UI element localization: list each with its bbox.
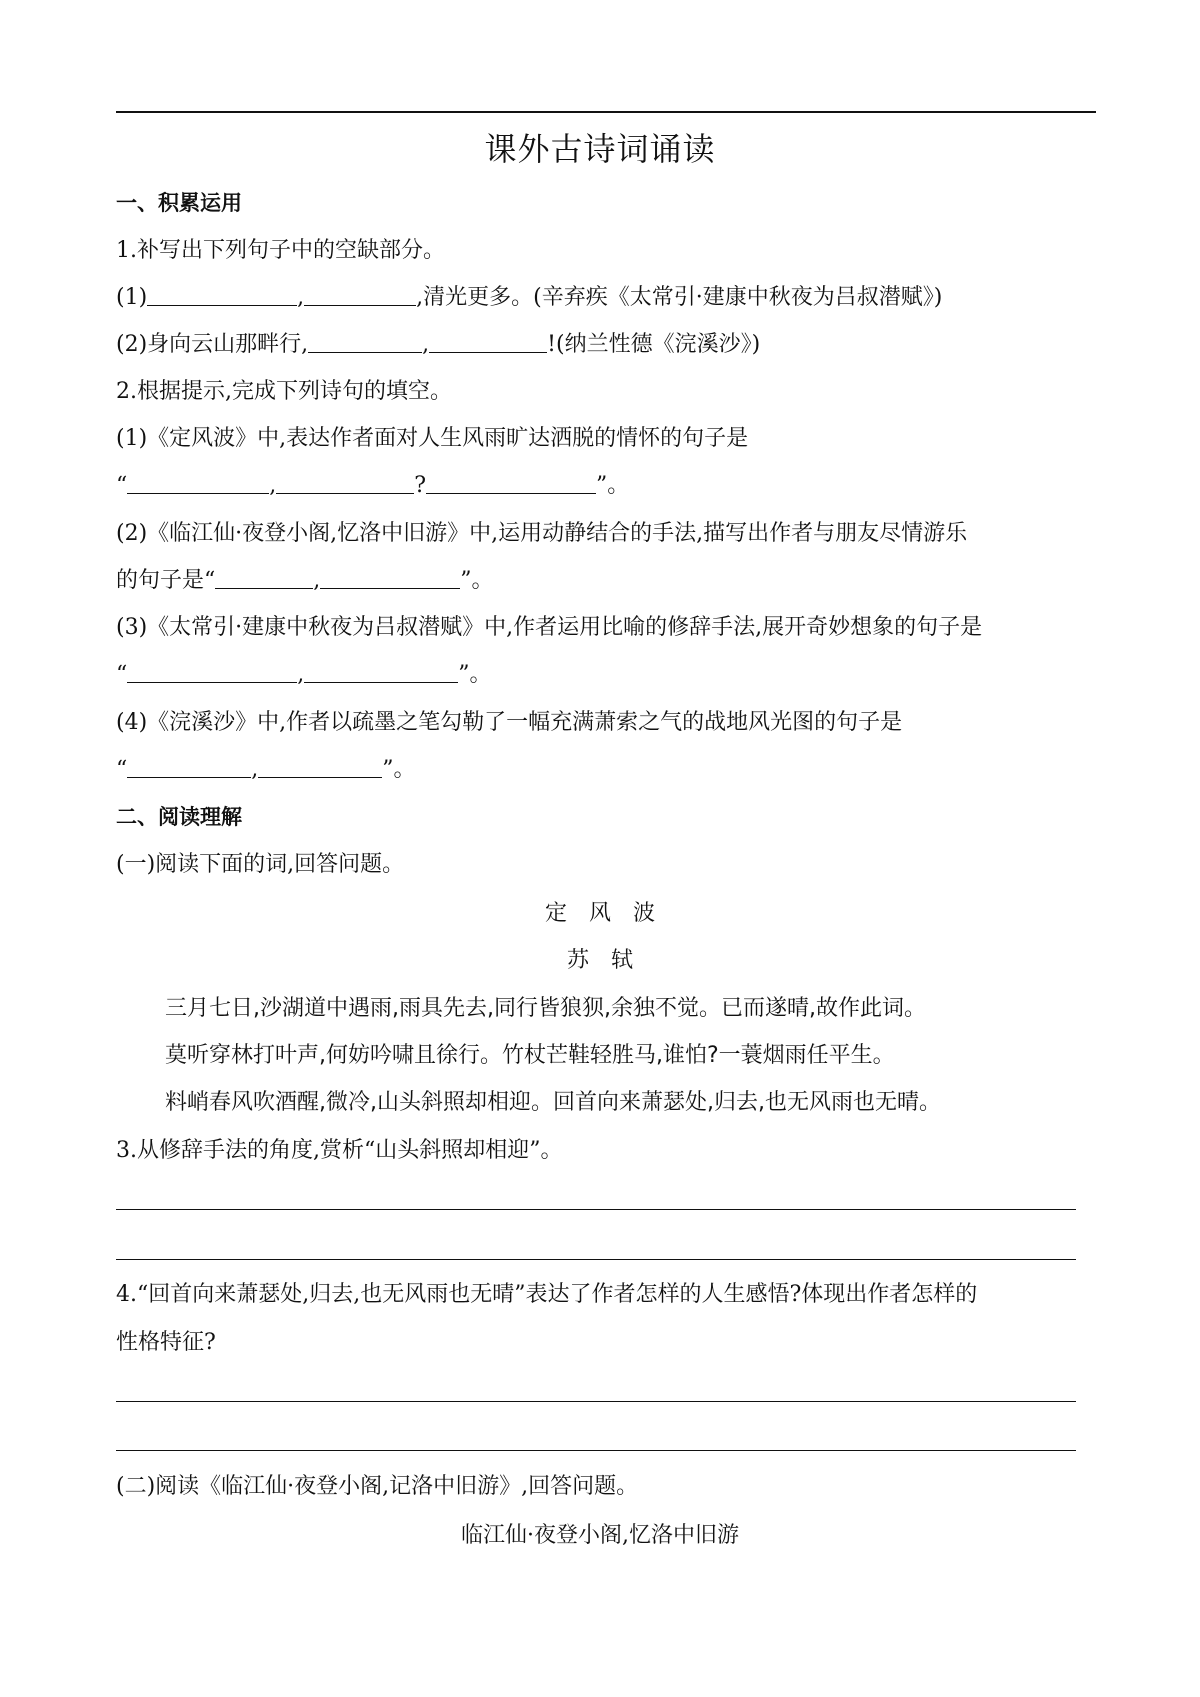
question-2-item-1-answer: “ , ? ”。: [116, 473, 630, 498]
poem-line-2: 料峭春风吹酒醒,微冷,山头斜照却相迎。回首向来萧瑟处,归去,也无风雨也无晴。: [165, 1090, 941, 1115]
question-4-line-2: 性格特征?: [116, 1330, 216, 1355]
question-1-stem: 1.补写出下列句子中的空缺部分。: [116, 238, 445, 263]
answer-blank[interactable]: [258, 755, 382, 778]
reading-part-2-intro: (二)阅读《临江仙·夜登小阁,记洛中旧游》,回答问题。: [116, 1474, 639, 1499]
question-2-item-4-answer: “ , ”。: [116, 757, 416, 782]
answer-blank[interactable]: [320, 566, 460, 589]
answer-blank[interactable]: [426, 471, 596, 494]
question-2-item-2: (2)《临江仙·夜登小阁,忆洛中旧游》中,运用动静结合的手法,描写出作者与朋友尽情游乐: [116, 521, 968, 546]
section-heading-reading: 二、阅读理解: [116, 805, 242, 829]
question-2-item-4: (4)《浣溪沙》中,作者以疏墨之笔勾勒了一幅充满萧索之气的战地风光图的句子是: [116, 710, 903, 735]
question-2-item-1: (1)《定风波》中,表达作者面对人生风雨旷达洒脱的情怀的句子是: [116, 426, 749, 451]
poem-author: 苏轼: [566, 948, 655, 973]
poem-title: 定风波: [544, 901, 677, 926]
answer-blank[interactable]: [304, 283, 416, 306]
question-2-item-2-answer: 的句子是“ , ”。: [116, 568, 494, 593]
question-3: 3.从修辞手法的角度,赏析“山头斜照却相迎”。: [116, 1138, 563, 1163]
question-4-line-1: 4.“回首向来萧瑟处,归去,也无风雨也无晴”表达了作者怎样的人生感悟?体现出作者怎样的: [116, 1282, 978, 1307]
answer-blank[interactable]: [127, 660, 297, 683]
poem-line-1: 莫听穿林打叶声,何妨吟啸且徐行。竹杖芒鞋轻胜马,谁怕?一蓑烟雨任平生。: [165, 1043, 895, 1068]
answer-line[interactable]: [116, 1259, 1076, 1260]
answer-blank[interactable]: [429, 330, 547, 353]
answer-blank[interactable]: [215, 566, 313, 589]
top-rule: [116, 111, 1096, 113]
question-1-item-1: (1) , ,清光更多。(辛弃疾《太常引·建康中秋夜为吕叔潜赋》): [116, 285, 943, 310]
poem-2-title: 临江仙·夜登小阁,忆洛中旧游: [461, 1523, 739, 1548]
answer-blank[interactable]: [304, 660, 458, 683]
answer-blank[interactable]: [127, 755, 251, 778]
section-heading-accumulation: 一、积累运用: [116, 191, 242, 215]
question-2-stem: 2.根据提示,完成下列诗句的填空。: [116, 379, 452, 404]
page-title: 课外古诗词诵读: [484, 130, 716, 168]
answer-line[interactable]: [116, 1209, 1076, 1210]
question-1-item-2: (2)身向云山那畔行, , !(纳兰性德《浣溪沙》): [116, 332, 761, 357]
question-2-item-3: (3)《太常引·建康中秋夜为吕叔潜赋》中,作者运用比喻的修辞手法,展开奇妙想象的句子是: [116, 615, 983, 640]
answer-blank[interactable]: [147, 283, 297, 306]
answer-line[interactable]: [116, 1450, 1076, 1451]
poem-preface: 三月七日,沙湖道中遇雨,雨具先去,同行皆狼狈,余独不觉。已而遂晴,故作此词。: [165, 996, 926, 1021]
question-2-item-3-answer: “ , ”。: [116, 662, 492, 687]
answer-blank[interactable]: [276, 471, 414, 494]
answer-line[interactable]: [116, 1401, 1076, 1402]
answer-blank[interactable]: [308, 330, 422, 353]
answer-blank[interactable]: [127, 471, 269, 494]
reading-part-1-intro: (一)阅读下面的词,回答问题。: [116, 852, 405, 877]
